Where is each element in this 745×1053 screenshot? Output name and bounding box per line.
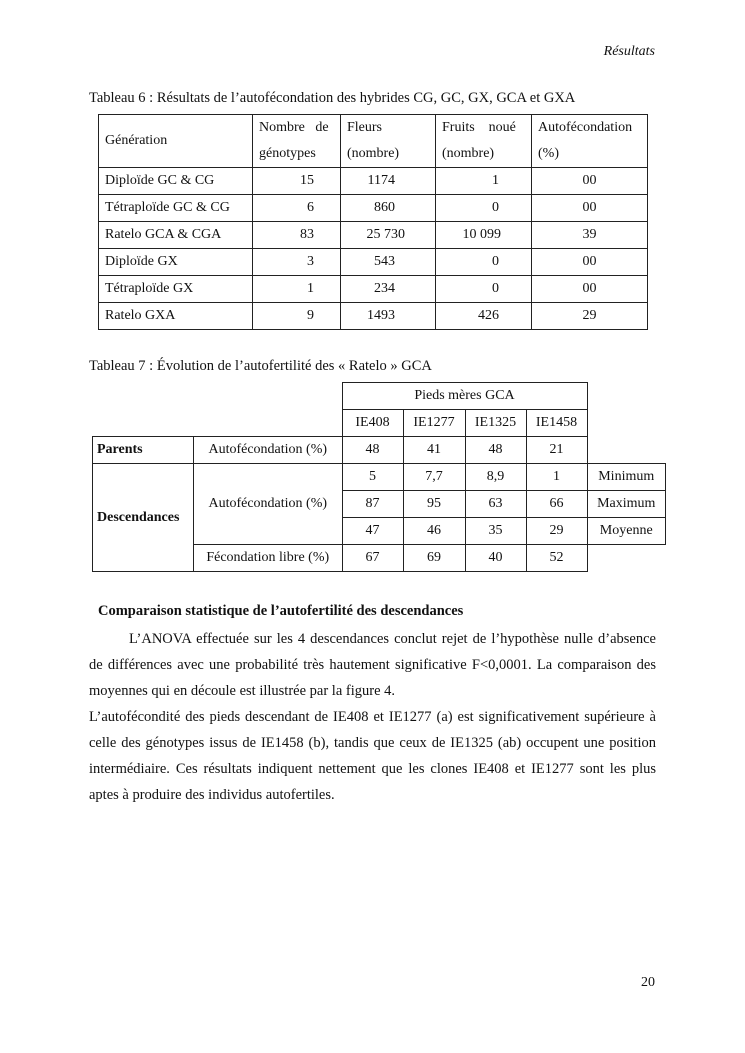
table6-cell-fleurs: 860: [341, 195, 436, 222]
section-title: Comparaison statistique de l’autofertilité des descendances: [98, 603, 464, 619]
table7-column-header: IE408: [342, 410, 403, 437]
table7-minimum-row: [93, 464, 666, 491]
table-row: [99, 249, 648, 276]
table7-stat-label-maximum: Maximum: [587, 491, 666, 518]
table7-descendances-label: Descendances: [93, 464, 194, 572]
table6-header-fleurs-unit: (nombre): [341, 141, 436, 168]
page-number: 20: [641, 975, 655, 990]
paragraph: L’autofécondité des pieds descendant de IE408 et IE1277 (a) est significativement supérieure à celle des génotypes issus de IE1458 (b), tandis que ceux de IE1325 (ab) occupent une position intermédiaire. Ces résultats indiquent nettement que les clones IE408 et IE1277 sont les plus aptes à produire des individus autofertiles.: [89, 709, 656, 803]
table6-cell-auto: 00: [532, 168, 648, 195]
table7-cell: 5: [342, 464, 403, 491]
table7-cell: 41: [403, 437, 465, 464]
table6-header-auto: Autofécondation: [532, 115, 648, 142]
table7-group-header: Pieds mères GCA: [342, 383, 587, 410]
table6-cell-fleurs: 1174: [341, 168, 436, 195]
table7-cell: 21: [526, 437, 587, 464]
table7-group-header-row: [93, 383, 666, 410]
table7-column-header-row: [93, 410, 666, 437]
table-row: [99, 168, 648, 195]
table-row: [99, 303, 648, 330]
table7-cell: 48: [342, 437, 403, 464]
table7-parents-measure: Autofécondation (%): [194, 437, 343, 464]
table-row: [99, 222, 648, 249]
table6-cell-generation: Tétraploïde GX: [99, 276, 253, 303]
table6-cell-nombre: 1: [253, 276, 341, 303]
table7-cell: 69: [403, 545, 465, 572]
table6-header-auto-unit: (%): [532, 141, 648, 168]
table6-cell-generation: Diploïde GX: [99, 249, 253, 276]
table6-cell-auto: 39: [532, 222, 648, 249]
table7-column-header: IE1325: [465, 410, 526, 437]
table6-cell-fleurs: 25 730: [341, 222, 436, 249]
table6-cell-generation: Ratelo GXA: [99, 303, 253, 330]
table6-cell-fruits: 0: [436, 276, 532, 303]
table-row: [99, 276, 648, 303]
table6-cell-generation: Ratelo GCA & CGA: [99, 222, 253, 249]
table7-stat-label-moyenne: Moyenne: [587, 518, 666, 545]
table7-stat-label-minimum: Minimum: [587, 464, 666, 491]
table6-cell-fruits: 0: [436, 195, 532, 222]
table6-cell-nombre: 6: [253, 195, 341, 222]
table7-cell: 47: [342, 518, 403, 545]
table6-cell-generation: Tétraploïde GC & CG: [99, 195, 253, 222]
table6-cell-fleurs: 543: [341, 249, 436, 276]
table-row: [99, 195, 648, 222]
table6-cell-auto: 00: [532, 276, 648, 303]
table6-cell-nombre: 3: [253, 249, 341, 276]
table6-cell-fruits: 0: [436, 249, 532, 276]
table7-cell: 87: [342, 491, 403, 518]
table6-cell-nombre: 15: [253, 168, 341, 195]
table6-cell-fleurs: 1493: [341, 303, 436, 330]
table6-cell-fruits: 1: [436, 168, 532, 195]
table7-descendances-measure: Autofécondation (%): [194, 464, 343, 545]
table7-cell: 8,9: [465, 464, 526, 491]
table6-cell-auto: 29: [532, 303, 648, 330]
table6-header-nombre: Nombre de: [253, 115, 341, 142]
table7-cell: 1: [526, 464, 587, 491]
table6-header-row: [99, 115, 648, 142]
table6-cell-auto: 00: [532, 249, 648, 276]
running-header: Résultats: [603, 44, 655, 59]
table7-caption: Tableau 7 : Évolution de l’autofertilité des « Ratelo » GCA: [89, 358, 432, 374]
table6-header-fruits: Fruits noué: [436, 115, 532, 142]
table7-column-header: IE1458: [526, 410, 587, 437]
table6: [98, 114, 648, 330]
table6-cell-auto: 00: [532, 195, 648, 222]
table6-caption: Tableau 6 : Résultats de l’autofécondation des hybrides CG, GC, GX, GCA et GXA: [89, 90, 576, 106]
table6-header-fruits-unit: (nombre): [436, 141, 532, 168]
table6-cell-nombre: 9: [253, 303, 341, 330]
table7-cell: 35: [465, 518, 526, 545]
table6-cell-fleurs: 234: [341, 276, 436, 303]
table6-header-nombre-unit: génotypes: [253, 141, 341, 168]
table6-header-fleurs: Fleurs: [341, 115, 436, 142]
table7-parents-row: [93, 437, 666, 464]
table6-cell-fruits: 10 099: [436, 222, 532, 249]
paragraph: L’ANOVA effectuée sur les 4 descendances conclut rejet de l’hypothèse nulle d’absence de différences avec une probabilité très hautement significative F<0,0001. La comparaison des moyennes qui en découle est illustrée par la figure 4.: [89, 631, 656, 699]
table6-cell-nombre: 83: [253, 222, 341, 249]
table6-header-generation: Génération: [99, 115, 253, 168]
table7-cell: 63: [465, 491, 526, 518]
table7-cell: 7,7: [403, 464, 465, 491]
table7-cell: 67: [342, 545, 403, 572]
table7-cell: 40: [465, 545, 526, 572]
table7-libre-measure: Fécondation libre (%): [194, 545, 343, 572]
table7-cell: 66: [526, 491, 587, 518]
table7-parents-label: Parents: [93, 437, 194, 464]
table7-cell: 95: [403, 491, 465, 518]
table6-cell-generation: Diploïde GC & CG: [99, 168, 253, 195]
table6-cell-fruits: 426: [436, 303, 532, 330]
table7-cell: 46: [403, 518, 465, 545]
table7-cell: 29: [526, 518, 587, 545]
table7-cell: 52: [526, 545, 587, 572]
table7-column-header: IE1277: [403, 410, 465, 437]
table7: [92, 382, 666, 572]
table7-cell: 48: [465, 437, 526, 464]
